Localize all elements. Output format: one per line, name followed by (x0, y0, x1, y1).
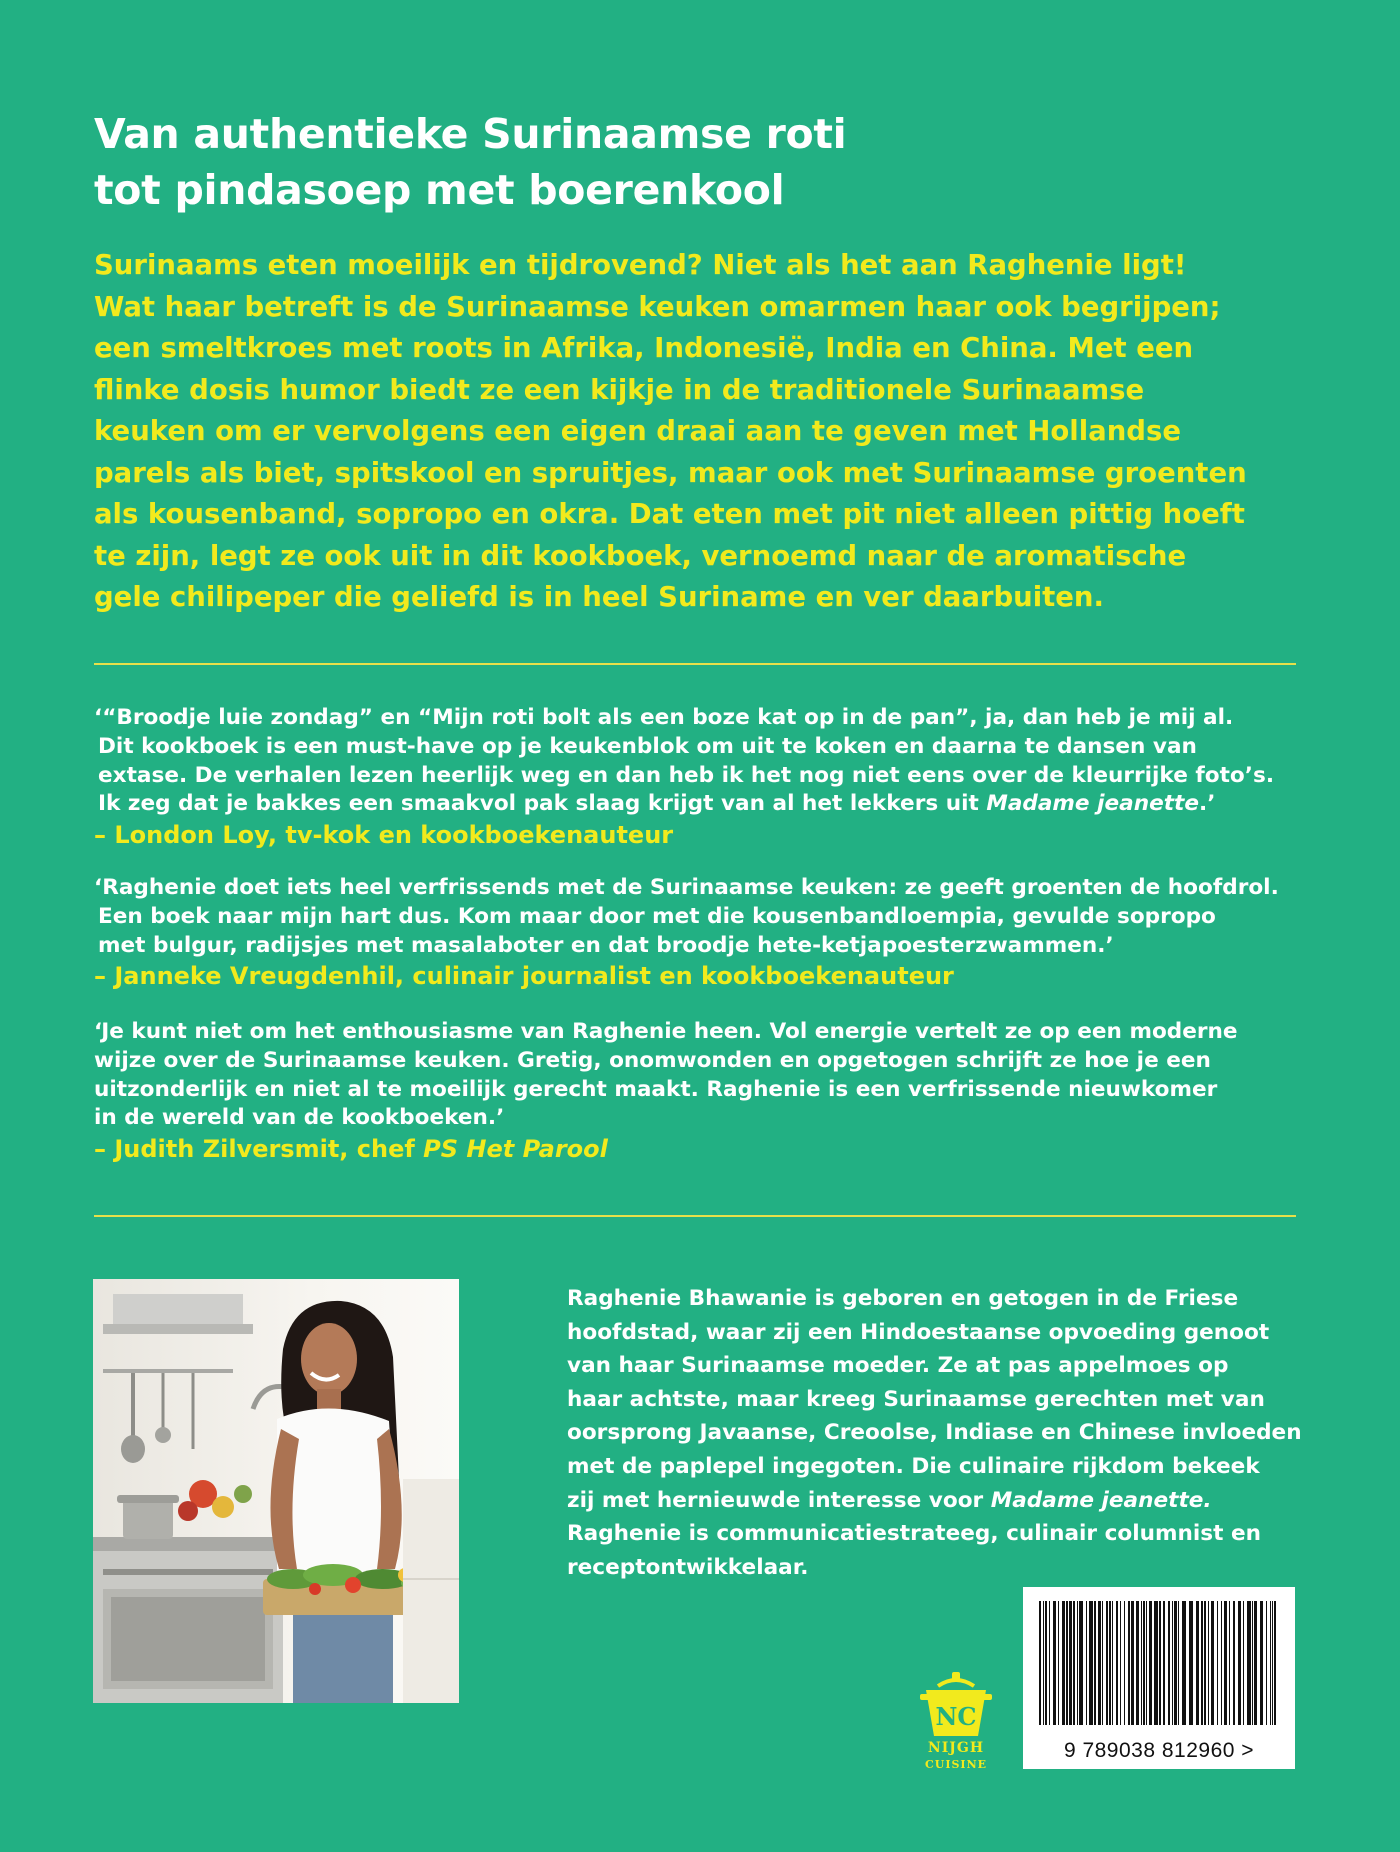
isbn-barcode (1023, 1587, 1295, 1769)
publisher-logo (918, 1670, 994, 1770)
quote-line: ‘Raghenie doet iets heel verfrissends met de Surinaamse keuken: ze geeft groenten de hoofdrol. (94, 875, 1279, 900)
quote-line: met bulgur, radijsjes met masalaboter en dat broodje hete-ketjapoesterzwammen.’ (98, 932, 1114, 958)
barcode-bar (1201, 1601, 1203, 1725)
barcode-bar (1066, 1601, 1068, 1725)
quote-line: ‘Je kunt niet om het enthousiasme van Raghenie heen. Vol energie vertelt ze op een moderne (94, 1019, 1238, 1044)
newspaper-title: PS Het Parool (423, 1135, 608, 1164)
barcode-bar (1039, 1601, 1041, 1725)
barcode-bar (1233, 1601, 1235, 1725)
book-title: Madame jeanette (986, 791, 1200, 817)
barcode-bar (1109, 1601, 1111, 1725)
blurb (94, 245, 1334, 619)
barcode-bar (1149, 1601, 1152, 1725)
barcode-bar (1189, 1601, 1193, 1725)
barcode-bar (1094, 1601, 1096, 1725)
barcode-bar (1243, 1601, 1244, 1725)
book-title: Madame jeanette. (990, 1487, 1212, 1513)
bio-line: van haar Surinaamse moeder. Ze at pas appelmoes op (567, 1353, 1229, 1379)
barcode-bar (1146, 1601, 1147, 1725)
bio-line (567, 1484, 1287, 1518)
barcode-bar (1260, 1601, 1263, 1725)
bio-line: Raghenie is communicatiestrateeg, culinair columnist en (567, 1521, 1261, 1547)
quote-janneke-vreugdenhil (94, 874, 1334, 992)
blurb-line: een smeltkroes met roots in Afrika, Indonesië, India en China. Met een (94, 332, 1194, 364)
barcode-bar (1221, 1601, 1222, 1725)
quote-line: uitzonderlijk en niet al te moeilijk gerecht maakt. Raghenie is een verfrissende nieuwkomer (94, 1076, 1218, 1102)
barcode-bar (1102, 1601, 1103, 1725)
author-photo-illustration (93, 1279, 459, 1703)
quote-line (94, 790, 1334, 819)
barcode-bar (1136, 1601, 1139, 1725)
barcode-bar (1106, 1601, 1108, 1725)
barcode-bar (1254, 1601, 1257, 1725)
quote-line-tail: .’ (1199, 791, 1216, 817)
blurb-line: flinke dosis humor biedt ze een kijkje in de traditionele Surinaamse (94, 373, 1145, 406)
barcode-bar (1058, 1601, 1059, 1725)
divider-bottom (94, 1215, 1296, 1217)
cooking-pot-icon (918, 1670, 994, 1740)
barcode-bar (1196, 1601, 1199, 1725)
barcode-bar (1053, 1601, 1056, 1725)
barcode-bar (1266, 1601, 1267, 1725)
barcode-bar (1168, 1601, 1170, 1725)
barcode-bar (1116, 1601, 1118, 1725)
barcode-bar (1274, 1601, 1276, 1725)
blurb-line: keuken om er vervolgens een eigen draai aan te geven met Hollandse (94, 415, 1181, 447)
bio-line: haar achtste, maar kreeg Surinaamse gerechten met van (567, 1386, 1265, 1412)
quote-line: Dit kookboek is een must-have op je keukenblok om uit te koken en daarna te dansen van (98, 733, 1197, 759)
bio-line: receptontwikkelaar. (567, 1554, 809, 1580)
blurb-line: Surinaams eten moeilijk en tijdrovend? Niet als het aan Raghenie ligt! (94, 249, 1187, 281)
blurb-line: gele chilipeper die geliefd is in heel Suriname en ver daarbuiten. (94, 581, 1104, 613)
publisher-imprint: CUISINE (924, 1758, 988, 1771)
barcode-bar (1163, 1601, 1165, 1725)
barcode-bar (1098, 1601, 1101, 1725)
isbn-number: 9 789038 812960 > (1063, 1739, 1255, 1762)
barcode-bar (1069, 1601, 1072, 1725)
barcode-bar (1086, 1601, 1087, 1725)
barcode-bar (1120, 1601, 1121, 1725)
barcode-bar (1062, 1601, 1065, 1725)
barcode-bar (1252, 1601, 1253, 1725)
barcode-bar (1131, 1601, 1134, 1725)
barcode-bar (1079, 1601, 1083, 1725)
logo-monogram: NC (935, 1702, 977, 1731)
author-photo (93, 1279, 459, 1703)
bio-line: met de paplepel ingegoten. Die culinaire rijkdom bekeek (567, 1453, 1260, 1479)
bio-line: hoofdstad, waar zij een Hindoestaanse opvoeding genoot (567, 1319, 1270, 1345)
barcode-bar (1159, 1601, 1161, 1725)
barcode-bar (1045, 1601, 1047, 1725)
barcode-bar (1089, 1601, 1093, 1725)
barcode-bar (1229, 1601, 1230, 1725)
quote-line-text: Ik zeg dat je bakkes een smaakvol pak slaag krijgt van al het lekkers uit (98, 791, 987, 817)
quote-line: extase. De verhalen lezen heerlijk weg en dan heb ik het nog niet eens over de kleurrijke foto’s. (98, 762, 1275, 788)
barcode-bar (1208, 1601, 1209, 1725)
barcode-bar (1141, 1601, 1142, 1725)
barcode-bar (1182, 1601, 1186, 1725)
barcode-bar (1043, 1601, 1044, 1725)
barcode-bar (1124, 1601, 1125, 1725)
barcode-bar (1049, 1601, 1050, 1725)
bio-line-text: zij met hernieuwde interesse voor (567, 1487, 991, 1513)
barcode-bar (1077, 1601, 1078, 1725)
quote-line: wijze over de Surinaamse keuken. Gretig, onomwonden en opgetogen schrijft ze hoe je een (94, 1047, 1211, 1073)
barcode-bars (1023, 1601, 1295, 1751)
barcode-bar (1204, 1601, 1206, 1725)
divider-top (94, 663, 1296, 665)
quote-line: in de wereld van de kookboeken.’ (94, 1105, 505, 1131)
bio-line: oorsprong Javaanse, Creoolse, Indiase en Chinese invloeden (567, 1420, 1302, 1446)
barcode-bar (1224, 1601, 1227, 1725)
quote-attribution: – Janneke Vreugdenhil, culinair journalist en kookboekenauteur (94, 962, 954, 991)
barcode-bar (1247, 1601, 1251, 1725)
quote-attribution: – London Loy, tv-kok en kookboekenauteur (94, 821, 674, 850)
headline-line: tot pindasoep met boerenkool (94, 166, 785, 214)
barcode-bar (1128, 1601, 1130, 1725)
barcode-bar (1073, 1601, 1075, 1725)
blurb-line: parels als biet, spitskool en spruitjes, maar ook met Surinaamse groenten (94, 456, 1247, 489)
bio-line: Raghenie Bhawanie is geboren en getogen in de Friese (567, 1286, 1239, 1311)
barcode-bar (1211, 1601, 1214, 1725)
barcode-bar (1270, 1601, 1271, 1725)
blurb-line: te zijn, legt ze ook uit in dit kookboek, vernoemd naar de aromatische (94, 539, 1187, 572)
blurb-line: Wat haar betreft is de Surinaamse keuken omarmen haar ook begrijpen; (94, 290, 1221, 323)
blurb-line: als kousenband, sopropo en okra. Dat eten met pit niet alleen pittig hoeft (94, 498, 1245, 530)
barcode-bar (1172, 1601, 1173, 1725)
author-bio (567, 1282, 1302, 1584)
publisher-name: NIJGH (927, 1740, 985, 1756)
barcode-bar (1178, 1601, 1179, 1725)
headline-line: Van authentieke Surinaamse roti (94, 110, 847, 158)
barcode-bar (1154, 1601, 1158, 1725)
barcode-bar (1272, 1601, 1273, 1725)
barcode-bar (1174, 1601, 1177, 1725)
barcode-bar (1217, 1601, 1218, 1725)
barcode-bar (1112, 1601, 1113, 1725)
quote-judith-zilversmit (94, 1018, 1334, 1165)
quote-london-loy (94, 704, 1334, 851)
barcode-bar (1238, 1601, 1241, 1725)
quote-attribution (94, 1133, 1334, 1165)
quote-line: ‘“Broodje luie zondag” en “Mijn roti bolt als een boze kat op in de pan”, ja, dan heb je mij al. (94, 705, 1234, 730)
attribution-text: – Judith Zilversmit, chef (94, 1135, 424, 1164)
barcode-bar (1143, 1601, 1145, 1725)
quote-line: Een boek naar mijn hart dus. Kom maar door met die kousenbandloempia, gevulde sopropo (98, 903, 1216, 929)
headline (94, 106, 1294, 218)
